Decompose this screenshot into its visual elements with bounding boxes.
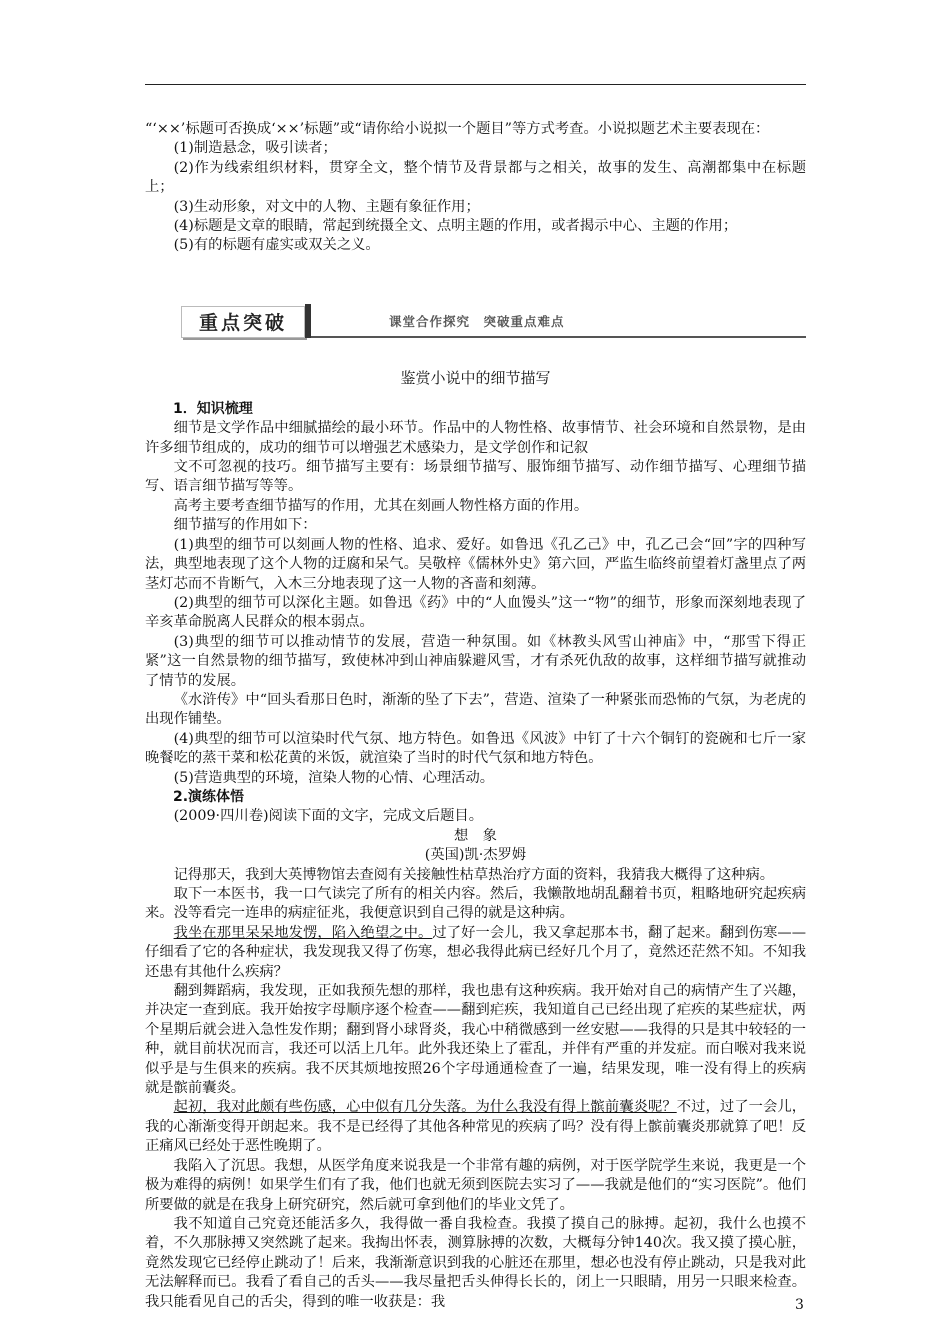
story-p6: 我陷入了沉思。我想，从医学角度来说我是一个非常有趣的病例，对于医学院学生来说，我更是一个极为难得的病例！如果学生们有了我，他们也就无须到医院去实习了——我就是他们的“实习医院”。他们所要做的就是在我身上研究研究，然后就可拿到他们的毕业文凭了。 [145,1157,806,1213]
knowledge-p7: (3)典型的细节可以推动情节的发展，营造一种氛围。如《林教头风雪山神庙》中，“那雪下得正紧”这一自然景物的细节描写，致使林冲到山神庙躲避风雪，才有杀死仇敌的故事，这样细节描写就推动了情节的发展。 [145,633,806,689]
underlined-sentence-2: 起初，我对此颇有些伤感，心中似有几分失落。为什么我没有得上髌前囊炎呢？ [173,1099,677,1116]
knowledge-p4: 细节描写的作用如下： [173,517,317,534]
banner-title: 重点突破 [198,312,287,335]
story-p3-rest: 过了好一会儿，我又拿起那本书，翻了起来。翻到伤寒——仔细看了它的各种症状，我发现我又得了伤寒，想必我得此病已经好几个月了，竟然还茫然不知。不知我还患有其他什么疾病？ [145,924,807,980]
knowledge-p6: (2)典型的细节可以深化主题。如鲁迅《药》中的“人血馒头”这一“物”的细节，形象而深刻地表现了辛亥革命脱离人民群众的根本弱点。 [145,594,806,631]
banner-subtitle: 课堂合作探究 突破重点难点 [389,313,565,329]
intro-line: “‘××’标题可否换成‘××’标题”或“请你给小说拟一个题目”等方式考查。小说拟题艺术主要表现在： [145,121,770,137]
story-title: 想 象 [454,827,497,844]
story-p2: 取下一本医书，我一口气读完了所有的相关内容。然后，我懒散地胡乱翻着书页，粗略地研究起疾病来。没等看完一连串的病症征兆，我便意识到自己得的就是这种病。 [145,886,806,922]
section-title: 鉴赏小说中的细节描写 [400,368,551,387]
intro-item-3: (3)生动形象，对文中的人物、主题有象征作用； [173,198,480,215]
header-rule [145,84,806,85]
intro-item-1: (1)制造悬念，吸引读者； [173,140,337,157]
knowledge-p1: 细节是文学作品中细腻描绘的最小环节。作品中的人物性格、故事情节、社会环境和自然景物，是由许多细节组成的，成功的细节可以增强艺术感染力，是文学创作和记叙 [145,420,806,456]
story-p5-rest: 不过，过了一会儿，我的心渐渐变得开朗起来。我不是已经得了其他各种常见的疾病了吗？没有得上髌前囊炎那就算了吧！反正痛风已经处于恶性晚期了。 [145,1099,806,1155]
story-p3 [145,924,806,982]
practice-source: (2009·四川卷)阅读下面的文字，完成文后题目。 [173,808,484,825]
knowledge-p8: 《水浒传》中“回头看那日色时，渐渐的坠了下去”，营造、渲染了一种紧张而恐怖的气氛，为老虎的出现作铺垫。 [145,691,806,728]
practice-heading: 2.演练体悟 [173,788,245,805]
knowledge-p3: 高考主要考查细节描写的作用，尤其在刻画人物性格方面的作用。 [173,497,589,514]
story-p1: 记得那天，我到大英博物馆去查阅有关接触性枯草热治疗方面的资料，我猜我大概得了这种病。 [173,866,775,883]
knowledge-heading: 1．知识梳理 [173,400,253,417]
section-banner [145,304,806,338]
banner-line [311,336,806,338]
intro-item-5: (5)有的标题有虚实或双关之义。 [173,237,380,254]
intro-item-2: (2)作为线索组织材料，贯穿全文，整个情节及背景都与之相关，故事的发生、高潮都集中在标题上； [145,159,806,196]
knowledge-p10: (5)营造典型的环境，渲染人物的心情、心理活动。 [173,769,495,786]
underlined-sentence-1: 我坐在那里呆呆地发愣，陷入绝望之中。 [173,924,433,941]
knowledge-p2: 文不可忽视的技巧。细节描写主要有：场景细节描写、服饰细节描写、动作细节描写、心理细节描写、语言细节描写等等。 [145,459,806,495]
story-author: (英国)凯·杰罗姆 [424,847,527,864]
page-content [145,120,806,1312]
story-p4: 翻到舞蹈病，我发现，正如我预先想的那样，我也患有这种疾病。我开始对自己的病情产生了兴趣，并决定一查到底。我开始按字母顺序逐个检查——翻到疟疾，我知道自己已经出现了疟疾的某些症状，两个星期后就会进入急性发作期；翻到肾小球肾炎，我心中稍微感到一丝安慰——我得的只是其中较轻的一种，就目前状况而言，我还可以活上几年。此外我还染上了霍乱，并伴有严重的并发症。而白喉对我来说似乎是与生俱来的疾病。我不厌其烦地按照26个字母通通检查了一遍，结果发现，唯一没有得上的疾病就是髌前囊炎。 [145,983,806,1097]
banner-title-box [181,306,305,338]
banner-bar [305,304,311,338]
story-p7: 我不知道自己究竟还能活多久，我得做一番自我检查。我摸了摸自己的脉搏。起初，我什么也摸不着，不久那脉搏又突然跳了起来。我掏出怀表，测算脉搏的次数，大概每分钟140次。我又摸了摸心脏，竟然发现它已经停止跳动了！后来，我渐渐意识到我的心脏还在那里，想必也没有停止跳动，只是我对此无法解释而已。我看了看自己的舌头——我尽量把舌头伸得长长的，闭上一只眼睛，用另一只眼来检查。我只能看见自己的舌尖，得到的唯一收获是：我 [145,1215,806,1310]
knowledge-p5: (1)典型的细节可以刻画人物的性格、追求、爱好。如鲁迅《孔乙己》中，孔乙己会“回”字的四种写法，典型地表现了这个人物的迂腐和呆气。吴敬梓《儒林外史》第六回，严监生临终前望着灯盏里点了两茎灯芯而不肯断气，入木三分地表现了这一人物的吝啬和刻薄。 [145,536,806,592]
page-number: 3 [795,1297,804,1313]
story-p5 [145,1098,806,1156]
intro-item-4: (4)标题是文章的眼睛，常起到统摄全文、点明主题的作用，或者揭示中心、主题的作用； [173,218,738,235]
knowledge-p9: (4)典型的细节可以渲染时代气氛、地方特色。如鲁迅《风波》中钉了十六个铜钉的瓷碗和七斤一家晚餐吃的蒸干菜和松花黄的米饭，就渲染了当时的时代气氛和地方特色。 [145,730,806,767]
